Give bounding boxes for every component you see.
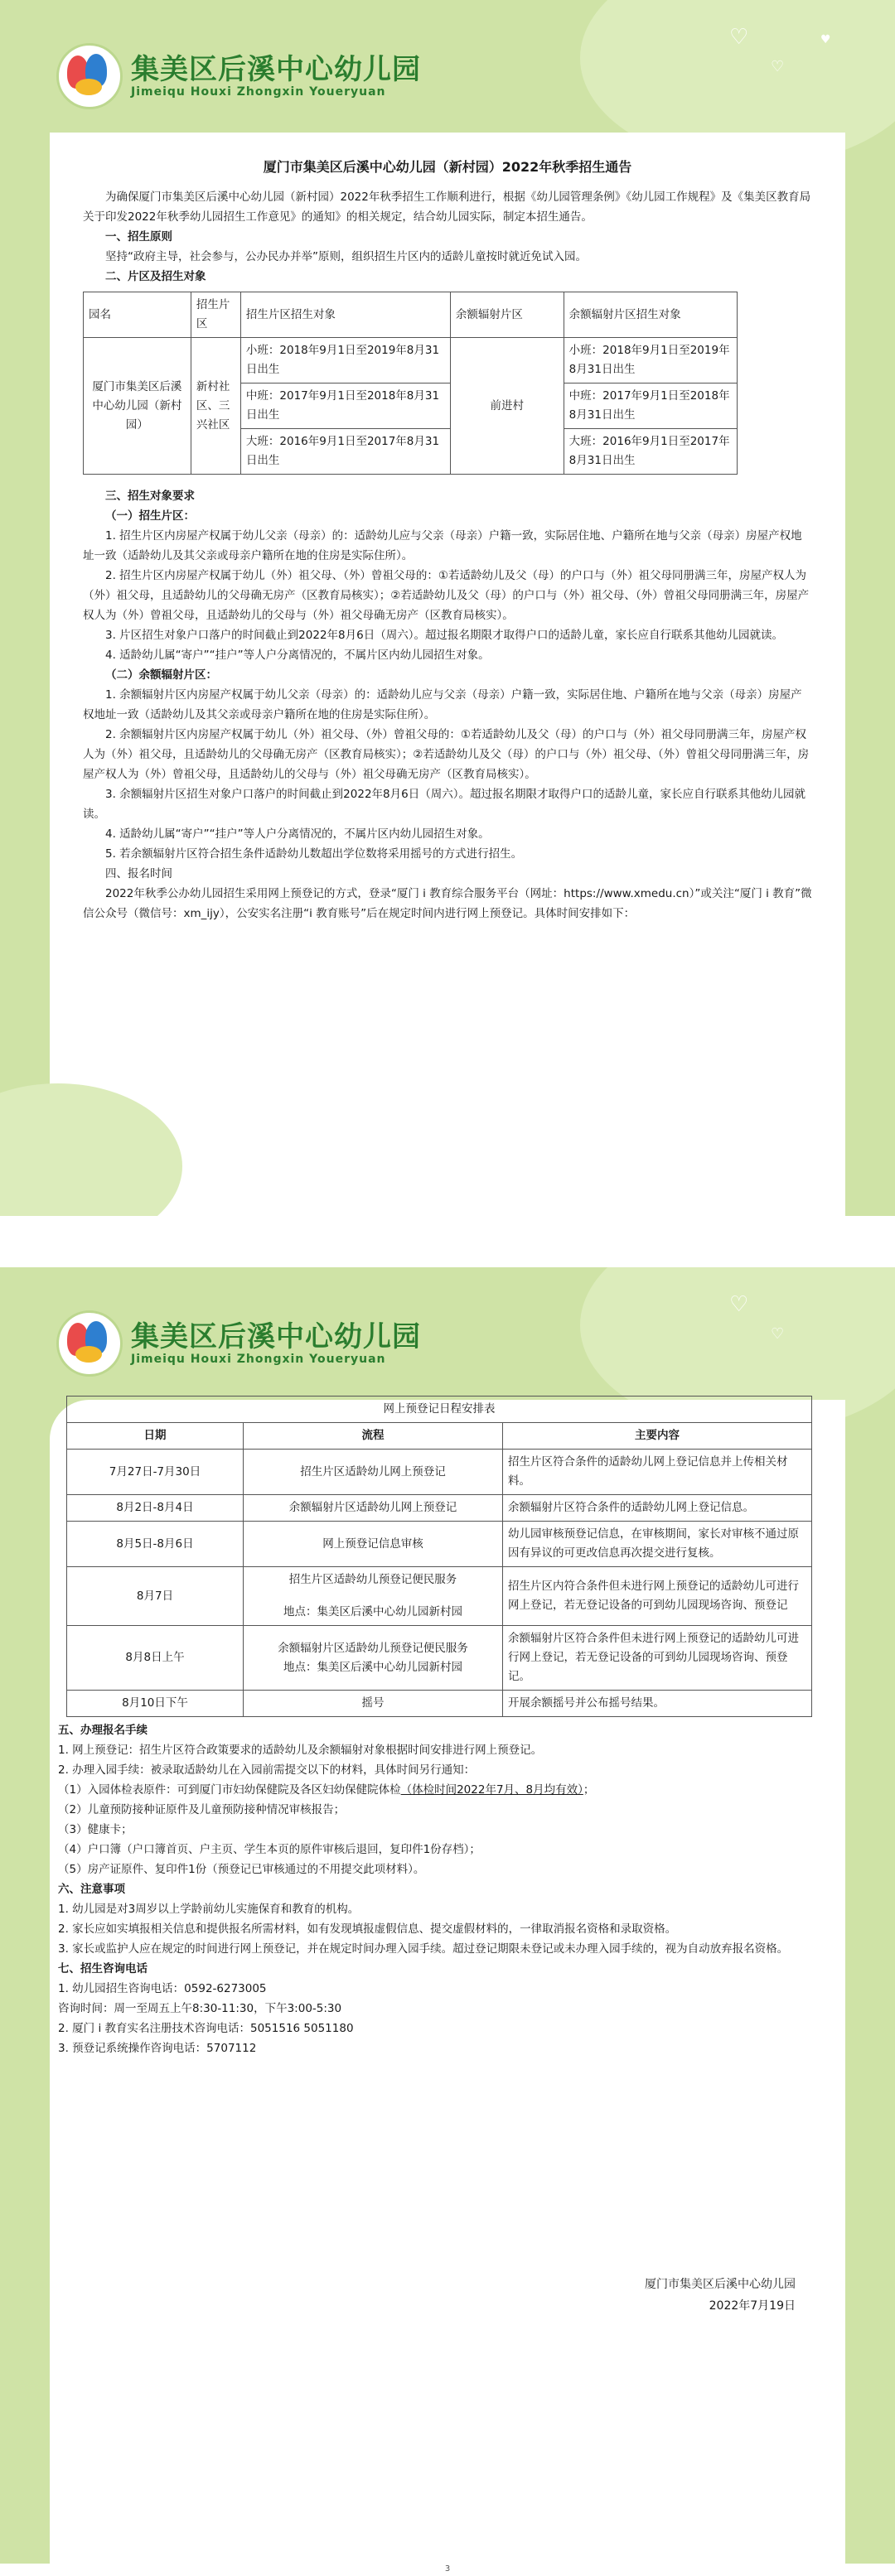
paragraph: 3. 余额辐射片区招生对象户口落户的时间截止到2022年8月6日（周六）。超过报名期限才取得户口的适龄儿童，家长应自行联系其他幼儿园就读。 (83, 788, 806, 821)
paragraph: （4）户口簿（户口簿首页、户主页、学生本页的原件审核后退回，复印件1份存档）； (58, 1843, 481, 1856)
paragraph: 4. 适龄幼儿属“寄户”“挂户”等人户分离情况的，不属片区内幼儿园招生对象。 (105, 827, 490, 841)
date-cell: 8月10日下午 (67, 1691, 244, 1717)
paragraph: 5. 若余额辐射片区符合招生条件适龄幼儿数超出学位数将采用摇号的方式进行招生。 (105, 847, 523, 861)
content-cell: 余额辐射片区符合条件的适龄幼儿网上登记信息。 (503, 1495, 812, 1522)
flow-cell (244, 1626, 503, 1691)
paragraph: 咨询时间：周一至周五上午8:30-11:30，下午3:00-5:30 (58, 2002, 342, 2015)
heart-icon: ♥ (820, 33, 831, 46)
table-header: 余额辐射片区招生对象 (564, 292, 737, 338)
paragraph: 1. 幼儿园招生咨询电话：0592-6273005 (58, 1982, 267, 1995)
logo-chinese-name: 集美区后溪中心幼儿园 (131, 53, 421, 86)
signature-block (645, 2274, 796, 2317)
exam-validity-note: （体检时间2022年7月、8月均有效） (400, 1783, 583, 1797)
flow-location: 地点：集美区后溪中心幼儿园新村园 (283, 1660, 462, 1674)
heart-icon: ♡ (771, 58, 785, 75)
table-cell: 前进村 (450, 338, 564, 475)
signature-date: 2022年7月19日 (709, 2299, 796, 2313)
table-row (67, 1567, 812, 1626)
section-heading: 六、注意事项 (58, 1883, 125, 1896)
flow-cell: 摇号 (244, 1691, 503, 1717)
table-cell: 大班：2016年9月1日至2017年8月31日出生 (564, 429, 737, 475)
table-cell: 小班：2018年9月1日至2019年8月31日出生 (564, 338, 737, 384)
paragraph: 2. 厦门 i 教育实名注册技术咨询电话：5051516 5051180 (58, 2022, 354, 2035)
table-title: 网上预登记日程安排表 (67, 1397, 812, 1423)
heart-icon: ♡ (771, 1325, 785, 1343)
table-cell: 新村社区、三兴社区 (191, 338, 240, 475)
table-cell: 厦门市集美区后溪中心幼儿园（新村园） (84, 338, 191, 475)
paragraph: 3. 预登记系统操作咨询电话：5707112 (58, 2042, 257, 2055)
flow-location: 地点：集美区后溪中心幼儿园新村园 (283, 1605, 462, 1618)
table-row (67, 1522, 812, 1567)
subsection-heading: （一）招生片区： (105, 509, 195, 523)
intro-paragraph: 为确保厦门市集美区后溪中心幼儿园（新村园）2022年秋季招生工作顺利进行，根据《幼儿园管理条例》《幼儿园工作规程》及《集美区教育局关于印发2022年秋季幼儿园招生工作意见》的通知》的相关规定，结合幼儿园实际，制定本招生通告。 (83, 191, 811, 224)
paragraph: 3. 家长或监护人应在规定的时间进行网上预登记，并在规定时间办理入园手续。超过登记期限未登记或未办理入园手续的，视为自动放弃报名资格。 (58, 1942, 789, 1956)
table-header: 日期 (67, 1423, 244, 1450)
date-cell: 8月2日-8月4日 (67, 1495, 244, 1522)
paragraph: 1. 招生片区内房屋产权属于幼儿父亲（母亲）的：适龄幼儿应与父亲（母亲）户籍一致，实际居住地、户籍所在地与父亲（母亲）房屋产权地址一致（适龄幼儿及其父亲或母亲户籍所在地的住房是实际住所）。 (83, 529, 802, 562)
flow-cell: 招生片区适龄幼儿网上预登记 (244, 1450, 503, 1495)
flow-text: 余额辐射片区适龄幼儿预登记便民服务 (278, 1641, 468, 1655)
paragraph: 2. 办理入园手续：被录取适龄幼儿在入园前需提交以下的材料，具体时间另行通知： (58, 1763, 476, 1777)
content-cell: 开展余额摇号并公布摇号结果。 (503, 1691, 812, 1717)
logo-pinyin-name: Jimeiqu Houxi Zhongxin Youeryuan (131, 1353, 386, 1366)
logo-chinese-name: 集美区后溪中心幼儿园 (131, 1320, 421, 1353)
date-cell: 8月8日上午 (67, 1626, 244, 1691)
date-cell: 8月7日 (67, 1567, 244, 1626)
date-cell: 8月5日-8月6日 (67, 1522, 244, 1567)
table-header: 招生片区招生对象 (240, 292, 450, 338)
content-cell: 招生片区符合条件的适龄幼儿网上登记信息并上传相关材料。 (503, 1450, 812, 1495)
logo-emblem-icon (56, 1310, 123, 1377)
paragraph: （3）健康卡； (58, 1823, 133, 1836)
paragraph: 2. 余额辐射片区内房屋产权属于幼儿（外）祖父母、（外）曾祖父母的：①若适龄幼儿及父（母）的户口与（外）祖父母同册满三年，房屋产权人为（外）祖父母，且适龄幼儿的父母确无房产（区教育局核实）；②若适龄幼儿及父（母）的户口与（外）祖父母、（外）曾祖父母同册满三年，房屋产权人为（外）曾祖父母，且适龄幼儿的父母与（外）祖父母确无房产（区教育局核实）。 (83, 728, 810, 781)
table-header: 流程 (244, 1423, 503, 1450)
paragraph: 4. 适龄幼儿属“寄户”“挂户”等人户分离情况的，不属片区内幼儿园招生对象。 (105, 649, 490, 662)
heart-icon: ♡ (729, 1292, 749, 1317)
paragraph: 2. 家长应如实填报相关信息和提供报名所需材料，如有发现填报虚假信息、提交虚假材料的，一律取消报名资格和录取资格。 (58, 1922, 677, 1936)
schedule-table (66, 1396, 812, 1717)
table-row (67, 1495, 812, 1522)
section-heading: 三、招生对象要求 (105, 490, 195, 503)
table-header: 园名 (84, 292, 191, 338)
table-cell: 小班：2018年9月1日至2019年8月31日出生 (240, 338, 450, 384)
paragraph: 1. 网上预登记：招生片区符合政策要求的适龄幼儿及余额辐射对象根据时间安排进行网上预登记。 (58, 1744, 543, 1757)
flow-cell (244, 1567, 503, 1626)
flow-cell: 网上预登记信息审核 (244, 1522, 503, 1567)
paragraph-tail: ； (583, 1783, 595, 1797)
section-heading: 四、报名时间 (105, 867, 172, 880)
kindergarten-logo (56, 43, 421, 109)
table-header: 招生片区 (191, 292, 240, 338)
content-cell: 招生片区内符合条件但未进行网上预登记的适龄幼儿可进行网上登记，若无登记设备的可到幼儿园现场咨询、预登记 (503, 1567, 812, 1626)
kindergarten-logo (56, 1310, 421, 1377)
paragraph: 1. 余额辐射片区内房屋产权属于幼儿父亲（母亲）的：适龄幼儿应与父亲（母亲）户籍一致，实际居住地、户籍所在地与父亲（母亲）房屋产权地址一致（适龄幼儿及其父亲或母亲户籍所在地的住房是实际住所）。 (83, 688, 802, 721)
section-heading: 七、招生咨询电话 (58, 1962, 148, 1975)
paragraph: 1. 幼儿园是对3周岁以上学龄前幼儿实施保育和教育的机构。 (58, 1903, 360, 1916)
table-row (67, 1450, 812, 1495)
heart-icon: ♡ (729, 25, 749, 50)
notice-content (83, 157, 812, 924)
page-number: 3 (444, 2564, 451, 2574)
schedule-content (58, 1396, 812, 2058)
subsection-heading: （二）余额辐射片区： (105, 668, 217, 682)
zone-table (83, 292, 738, 475)
paragraph: 3. 片区招生对象户口落户的时间截止到2022年8月6日（周六）。超过报名期限才取得户口的适龄儿童，家长应自行联系其他幼儿园就读。 (105, 629, 783, 642)
table-row (67, 1691, 812, 1717)
table-header: 主要内容 (503, 1423, 812, 1450)
section-heading: 二、片区及招生对象 (105, 270, 206, 283)
flow-cell: 余额辐射片区适龄幼儿网上预登记 (244, 1495, 503, 1522)
paragraph-text: （1）入园体检表原件：可到厦门市妇幼保健院及各区妇幼保健院体检 (58, 1783, 401, 1797)
table-cell: 中班：2017年9月1日至2018年8月31日出生 (240, 384, 450, 429)
table-header: 余额辐射片区 (450, 292, 564, 338)
logo-pinyin-name: Jimeiqu Houxi Zhongxin Youeryuan (131, 85, 386, 99)
table-cell: 中班：2017年9月1日至2018年8月31日出生 (564, 384, 737, 429)
paragraph: 坚持“政府主导，社会参与，公办民办并举”原则，组织招生片区内的适龄儿童按时就近免试入园。 (105, 250, 587, 263)
paragraph: 2022年秋季公办幼儿园招生采用网上预登记的方式，登录“厦门 i 教育综合服务平台（网址：https://www.xmedu.cn）”或关注“厦门 i 教育”微信公众号（微信号：xm_ijy），公安实名注册“i 教育账号”后在规定时间内进行网上预登记。具体时间安排如下： (83, 887, 812, 920)
content-cell: 余额辐射片区符合条件但未进行网上预登记的适龄幼儿可进行网上登记，若无登记设备的可到幼儿园现场咨询、预登记。 (503, 1626, 812, 1691)
content-cell: 幼儿园审核预登记信息，在审核期间，家长对审核不通过原因有异议的可更改信息再次提交进行复核。 (503, 1522, 812, 1567)
logo-emblem-icon (56, 43, 123, 109)
flow-text: 招生片区适龄幼儿预登记便民服务 (288, 1573, 457, 1586)
section-heading: 一、招生原则 (105, 230, 172, 244)
page-1 (0, 0, 895, 1216)
notice-title: 厦门市集美区后溪中心幼儿园（新村园）2022年秋季招生通告 (263, 159, 632, 175)
paragraph: （5）房产证原件、复印件1份（预登记已审核通过的不用提交此项材料）。 (58, 1863, 425, 1876)
date-cell: 7月27日-7月30日 (67, 1450, 244, 1495)
page-2 (0, 1267, 895, 2564)
table-row (67, 1626, 812, 1691)
section-heading: 五、办理报名手续 (58, 1724, 148, 1737)
signature-org: 厦门市集美区后溪中心幼儿园 (645, 2278, 796, 2291)
table-cell: 大班：2016年9月1日至2017年8月31日出生 (240, 429, 450, 475)
paragraph: （2）儿童预防接种证原件及儿童预防接种情况审核报告； (58, 1803, 346, 1816)
paragraph (58, 1780, 812, 1800)
paragraph: 2. 招生片区内房屋产权属于幼儿（外）祖父母、（外）曾祖父母的：①若适龄幼儿及父（母）的户口与（外）祖父母同册满三年，房屋产权人为（外）祖父母，且适龄幼儿的父母确无房产（区教育局核实）；②若适龄幼儿及父（母）的户口与（外）祖父母、（外）曾祖父母同册满三年，房屋产权人为（外）曾祖父母，且适龄幼儿的父母与（外）祖父母确无房产（区教育局核实）。 (83, 569, 810, 622)
